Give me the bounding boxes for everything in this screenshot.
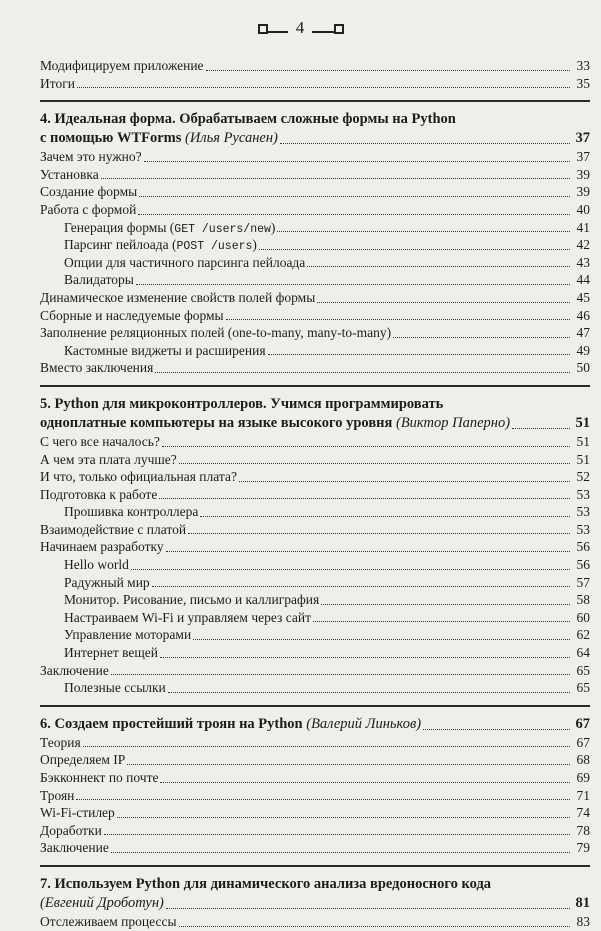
entry-title: Бэкконнект по почте: [40, 770, 159, 785]
dot-leader: [239, 480, 570, 482]
dot-leader: [313, 620, 570, 622]
chapter-block: [40, 385, 590, 697]
chapter-page-number: 67: [575, 715, 590, 732]
entry-title: Заполнение реляционных полей (one-to-many, many-to-many): [40, 325, 392, 341]
toc-entry: [40, 644, 590, 662]
table-of-contents: [40, 57, 590, 931]
chapter-author: (Евгений Дроботун): [40, 894, 164, 911]
chapter-page-number: 51: [575, 414, 590, 431]
entry-page-number: 49: [576, 342, 590, 358]
entry-title: Создание формы: [40, 184, 138, 200]
entry-title: С чего все началось?: [40, 433, 160, 449]
entry-page-number: 69: [576, 770, 590, 785]
entry-title: Заключение: [40, 662, 109, 678]
toc-entry: [40, 433, 590, 451]
header-left-rule: [268, 31, 288, 33]
entry-title: Подготовка к работе: [40, 486, 158, 502]
toc-entry: [40, 451, 590, 469]
entry-page-number: 41: [576, 219, 590, 235]
entry-page-number: 39: [576, 166, 590, 182]
entry-page-number: 43: [576, 254, 590, 270]
entry-page-number: 57: [576, 574, 590, 590]
entry-page-number: 56: [576, 557, 590, 573]
dot-leader: [423, 728, 570, 730]
dot-leader: [179, 462, 570, 464]
chapter-block: [40, 705, 590, 857]
entry-title: Полезные ссылки: [64, 680, 166, 696]
chapter-title-text: 6. Создаем простейший троян на Python (Валерий Линьков): [40, 715, 422, 732]
chapter-author: (Илья Русанен): [185, 130, 278, 147]
header-left-ornament: [258, 24, 268, 34]
chapter-author: (Валерий Линьков): [306, 715, 422, 732]
entry-page-number: 65: [576, 680, 590, 696]
entry-title: Заключение: [40, 840, 109, 856]
entry-page-number: 39: [576, 184, 590, 200]
dot-leader: [83, 745, 570, 747]
dot-leader: [76, 798, 570, 800]
entry-page-number: 83: [576, 913, 590, 929]
toc-entry: [40, 679, 590, 697]
dot-leader: [159, 497, 570, 499]
dot-leader: [179, 925, 570, 927]
toc-entry: [40, 486, 590, 504]
entry-page-number: 74: [576, 805, 590, 821]
entry-title: Теория: [40, 734, 81, 750]
toc-entry: [40, 609, 590, 627]
chapter-page-number: 37: [575, 130, 590, 147]
entry-page-number: 47: [576, 325, 590, 341]
dot-leader: [193, 638, 570, 640]
toc-entry: [40, 521, 590, 539]
dot-leader: [155, 371, 570, 373]
toc-entry: [40, 822, 590, 840]
entry-page-number: 65: [576, 662, 590, 678]
entry-title: Троян: [40, 787, 75, 803]
chapter-title: [40, 715, 590, 734]
toc-entry: [40, 574, 590, 592]
entry-title: Вместо заключения: [40, 360, 154, 376]
entry-title: И что, только официальная плата?: [40, 469, 237, 485]
entry-title: Интернет вещей: [64, 645, 159, 661]
page-header: [0, 20, 601, 40]
chapter-title: 4. Идеальная форма. Обрабатываем сложные формы на Python: [40, 111, 456, 128]
entry-code: GET /users/new: [174, 222, 271, 236]
chapter-author: (Виктор Паперно): [395, 414, 511, 431]
dot-leader: [188, 532, 570, 534]
entry-title: Hello world: [64, 557, 129, 573]
entry-title: Валидаторы: [64, 272, 134, 288]
toc-entry: [40, 468, 590, 486]
toc-entry: [40, 324, 590, 342]
entry-title: Настраиваем Wi-Fi и управляем через сайт: [64, 609, 311, 625]
dot-leader: [138, 213, 570, 215]
toc-entry: [40, 734, 590, 752]
entry-title: Опции для частичного парсинга пейлоада: [64, 254, 306, 270]
entry-page-number: 52: [576, 469, 590, 485]
chapter-title: 5. Python для микроконтроллеров. Учимся программировать: [40, 395, 444, 412]
entry-page-number: 53: [576, 521, 590, 537]
dot-leader: [111, 851, 570, 853]
entry-page-number: 56: [576, 539, 590, 555]
toc-entry: [40, 183, 590, 201]
chapter-block: [40, 100, 590, 377]
entry-page-number: 60: [576, 609, 590, 625]
entry-title: Монитор. Рисование, письмо и каллиграфия: [64, 592, 320, 608]
entry-title: Доработки: [40, 822, 102, 838]
toc-entry: [40, 556, 590, 574]
toc-entry: [40, 148, 590, 166]
toc-entry: [40, 839, 590, 857]
toc-entry: [40, 804, 590, 822]
entry-title: Динамическое изменение свойств полей формы: [40, 289, 316, 305]
toc-entry: [40, 201, 590, 219]
dot-leader: [277, 230, 570, 232]
dot-leader: [152, 585, 570, 587]
chapter-title-text: одноплатные компьютеры на языке высокого уровня (Виктор Паперно): [40, 414, 511, 431]
entry-page-number: 50: [576, 360, 590, 376]
entry-title: Кастомные виджеты и расширения: [64, 342, 266, 358]
dot-leader: [131, 568, 570, 570]
entry-page-number: 37: [576, 149, 590, 165]
chapter-block: [40, 865, 590, 931]
entry-title: Парсинг пейлоада (POST /users): [64, 237, 257, 254]
toc-entry: [40, 769, 590, 787]
toc-entry: [40, 236, 590, 254]
dot-leader: [206, 69, 570, 71]
toc-entry: [40, 751, 590, 769]
toc-entry: [40, 359, 590, 377]
entry-title: Работа с формой: [40, 201, 137, 217]
toc-entry: [40, 503, 590, 521]
chapter-page-number: 81: [575, 894, 590, 911]
dot-leader: [226, 318, 570, 320]
toc-entry: [40, 787, 590, 805]
dot-leader: [101, 177, 570, 179]
entry-title: Взаимодействие с платой: [40, 521, 187, 537]
entry-page-number: 35: [576, 75, 590, 91]
dot-leader: [104, 833, 570, 835]
toc-entry: [40, 254, 590, 272]
dot-leader: [200, 515, 570, 517]
dot-leader: [321, 603, 570, 605]
entry-page-number: 33: [576, 58, 590, 73]
entry-page-number: 53: [576, 504, 590, 520]
entry-page-number: 62: [576, 627, 590, 643]
chapter-title-line2: [40, 129, 590, 148]
dot-leader: [77, 86, 570, 88]
dot-leader: [166, 550, 570, 552]
entry-page-number: 45: [576, 289, 590, 305]
entry-title: Модифицируем приложение: [40, 58, 204, 73]
entry-page-number: 64: [576, 645, 590, 661]
chapter-title-line2: [40, 414, 590, 433]
chapter-title: 7. Используем Python для динамического анализа вредоносного кода: [40, 875, 492, 892]
dot-leader: [393, 336, 570, 338]
page-number: 4: [295, 18, 305, 37]
dot-leader: [268, 353, 570, 355]
toc-entry: [40, 913, 590, 931]
toc-entry: [40, 57, 590, 75]
dot-leader: [280, 142, 570, 144]
chapter-title-line2: [40, 894, 590, 913]
dot-leader: [512, 427, 570, 429]
entry-title: Управление моторами: [64, 627, 192, 643]
entry-page-number: 79: [576, 840, 590, 856]
dot-leader: [144, 160, 570, 162]
toc-entry: [40, 538, 590, 556]
entry-title: Сборные и наследуемые формы: [40, 307, 224, 323]
entry-page-number: 53: [576, 486, 590, 502]
entry-page-number: 46: [576, 307, 590, 323]
entry-page-number: 67: [576, 734, 590, 750]
entry-title: Радужный мир: [64, 574, 150, 590]
dot-leader: [111, 673, 570, 675]
entry-page-number: 51: [576, 433, 590, 449]
dot-leader: [160, 656, 570, 658]
dot-leader: [307, 265, 570, 267]
header-right-rule: [312, 31, 334, 33]
entry-title: Зачем это нужно?: [40, 149, 142, 165]
dot-leader: [162, 445, 570, 447]
toc-entry: [40, 342, 590, 360]
dot-leader: [160, 781, 570, 783]
entry-page-number: 42: [576, 237, 590, 253]
entry-page-number: 71: [576, 787, 590, 803]
entry-page-number: 44: [576, 272, 590, 288]
entry-title: Wi-Fi-стилер: [40, 805, 115, 821]
toc-entry: [40, 307, 590, 325]
entry-title: Итоги: [40, 75, 75, 91]
entry-title: Прошивка контроллера: [64, 504, 199, 520]
toc-entry: [40, 75, 590, 93]
entry-title: Отслеживаем процессы: [40, 913, 177, 929]
dot-leader: [139, 195, 570, 197]
toc-entry: [40, 166, 590, 184]
entry-page-number: 58: [576, 592, 590, 608]
entry-title: Генерация формы (GET /users/new): [64, 219, 276, 236]
dot-leader: [127, 763, 570, 765]
dot-leader: [136, 283, 570, 285]
chapter-title-text: с помощью WTForms (Илья Русанен): [40, 130, 278, 147]
dot-leader: [259, 248, 570, 250]
toc-entry: [40, 289, 590, 307]
entry-page-number: 51: [576, 451, 590, 467]
toc-entry: [40, 271, 590, 289]
toc-entry: [40, 219, 590, 237]
dot-leader: [117, 816, 570, 818]
dot-leader: [317, 301, 570, 303]
entry-page-number: 78: [576, 822, 590, 838]
entry-title: Начинаем разработку: [40, 539, 164, 555]
dot-leader: [168, 691, 570, 693]
entry-title: Установка: [40, 166, 99, 182]
entry-title: Определяем IP: [40, 752, 126, 768]
header-right-ornament: [334, 24, 344, 34]
toc-entry: [40, 662, 590, 680]
entry-page-number: 68: [576, 752, 590, 768]
dot-leader: [166, 907, 570, 909]
entry-title: А чем эта плата лучше?: [40, 451, 177, 467]
toc-entry: [40, 626, 590, 644]
entry-page-number: 40: [576, 201, 590, 217]
entry-code: POST /users: [176, 240, 253, 254]
toc-entry: [40, 591, 590, 609]
